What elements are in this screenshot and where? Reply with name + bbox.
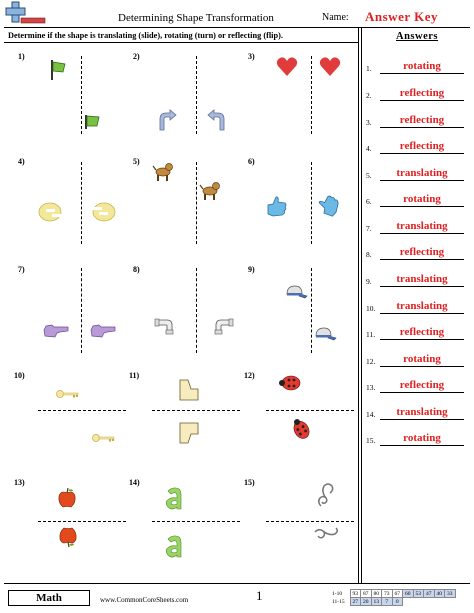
answer-text: rotating (403, 60, 441, 72)
thumbs-up-shape (265, 194, 289, 218)
answer-number: 9. (366, 277, 372, 286)
apple-shape (57, 488, 77, 508)
answer-text: translating (396, 167, 448, 179)
answer-number: 15. (366, 436, 376, 445)
answer-number: 8. (366, 250, 372, 259)
answer-text: reflecting (399, 246, 445, 258)
answer-text: reflecting (399, 326, 445, 338)
site-url: www.CommonCoreSheets.com (100, 596, 189, 604)
answer-number: 7. (366, 224, 372, 233)
question-number: 3) (248, 52, 255, 61)
score-cell: 60 (403, 590, 414, 598)
dog-shape (199, 179, 221, 201)
letter-a-shape (163, 485, 185, 511)
answer-number: 14. (366, 410, 376, 419)
swirl-shape (313, 526, 339, 546)
mirror-line (38, 410, 126, 411)
question-number: 15) (244, 478, 255, 487)
ladybug-shape (290, 420, 312, 438)
heart-shape (276, 57, 298, 77)
score-row-label: 11-15 (332, 598, 345, 605)
mirror-line (266, 410, 354, 411)
question-number: 4) (18, 157, 25, 166)
answer-row (366, 165, 466, 181)
score-row (332, 590, 455, 598)
answer-line (380, 339, 464, 340)
header-rule (4, 27, 470, 28)
answer-line (380, 100, 464, 101)
answer-text: translating (396, 273, 448, 285)
answer-line (380, 206, 464, 207)
answer-row (366, 244, 466, 260)
footer-rule (4, 583, 470, 584)
score-cell: 47 (424, 590, 435, 598)
answers-heading: Answers (396, 31, 438, 42)
score-cell: 87 (361, 590, 372, 598)
step-shape (179, 379, 199, 401)
answer-row (366, 298, 466, 314)
mirror-line (152, 521, 240, 522)
letter-a-shape (163, 533, 185, 559)
dog-shape (152, 160, 174, 182)
score-cell: 20 (361, 598, 372, 606)
answer-line (380, 259, 464, 260)
score-cell: 53 (413, 590, 424, 598)
mirror-line (81, 56, 82, 134)
answer-number: 4. (366, 144, 372, 153)
answer-column-divider (358, 27, 359, 583)
score-cell: 93 (350, 590, 361, 598)
question-number: 9) (248, 265, 255, 274)
answer-text: rotating (403, 353, 441, 365)
mirror-line (81, 162, 82, 244)
answer-line (380, 366, 464, 367)
arrow-shape (156, 109, 178, 131)
answer-text: reflecting (399, 379, 445, 391)
answer-number: 11. (366, 330, 376, 339)
answer-row (366, 404, 466, 420)
answer-key-label: Answer Key (365, 9, 439, 24)
pointing-hand-shape (90, 324, 116, 338)
mirror-line (311, 56, 312, 134)
apple-shape (58, 527, 78, 547)
instructions: Determine if the shape is translating (slide), rotating (turn) or reflecting (flip). (8, 31, 283, 40)
score-cell: 80 (371, 590, 382, 598)
answer-line (380, 127, 464, 128)
answer-text: translating (396, 406, 448, 418)
mirror-line (311, 162, 312, 244)
question-number: 1) (18, 52, 25, 61)
mirror-line (266, 521, 354, 522)
score-cell: 73 (382, 590, 393, 598)
ladybug-shape (279, 375, 301, 391)
pipe-shape (155, 316, 179, 334)
answer-row (366, 138, 466, 154)
answer-number: 3. (366, 118, 372, 127)
answer-row (366, 430, 466, 446)
instruction-rule (4, 42, 358, 43)
answer-line (380, 313, 464, 314)
answer-number: 5. (366, 171, 372, 180)
answer-line (380, 445, 464, 446)
mirror-line (152, 410, 240, 411)
flag-shape (85, 114, 103, 130)
cap-shape (284, 284, 308, 300)
subject-badge: Math (8, 590, 90, 606)
score-row (332, 598, 455, 606)
answer-text: reflecting (399, 87, 445, 99)
flag-shape (50, 60, 68, 80)
question-number: 8) (133, 265, 140, 274)
question-number: 6) (248, 157, 255, 166)
key-shape (92, 433, 116, 443)
answer-row (366, 218, 466, 234)
question-number: 5) (133, 157, 140, 166)
key-shape (56, 389, 80, 399)
question-number: 7) (18, 265, 25, 274)
mirror-line (196, 56, 197, 134)
answer-row (366, 85, 466, 101)
answer-row (366, 191, 466, 207)
question-number: 13) (14, 478, 25, 487)
pipe-shape (209, 316, 233, 334)
thumbs-up-shape (316, 193, 340, 217)
score-cell: 7 (382, 598, 393, 606)
answer-number: 6. (366, 197, 372, 206)
question-number: 14) (129, 478, 140, 487)
page-number: 1 (256, 588, 263, 603)
answer-row (366, 271, 466, 287)
pointing-hand-shape (43, 324, 69, 338)
mirror-line (38, 521, 126, 522)
answer-text: reflecting (399, 140, 445, 152)
answer-number: 12. (366, 357, 376, 366)
score-row-label: 1-10 (332, 590, 343, 597)
answer-line (380, 286, 464, 287)
answer-text: rotating (403, 432, 441, 444)
mirror-line (311, 268, 312, 353)
swirl-shape (315, 482, 337, 508)
worksheet-title: Determining Shape Transformation (118, 12, 274, 24)
question-number: 2) (133, 52, 140, 61)
answer-number: 10. (366, 304, 376, 313)
letter-e-shape (92, 202, 116, 222)
answer-number: 1. (366, 64, 372, 73)
answer-line (380, 73, 464, 74)
score-cell: 40 (434, 590, 445, 598)
score-cell: 33 (445, 590, 456, 598)
site-logo (4, 2, 52, 26)
answer-number: 2. (366, 91, 372, 100)
answer-row (366, 112, 466, 128)
answer-line (380, 392, 464, 393)
letter-e-shape (38, 202, 62, 222)
answer-text: translating (396, 300, 448, 312)
answer-row (366, 324, 466, 340)
answer-row (366, 351, 466, 367)
step-shape (179, 422, 199, 444)
answer-row (366, 377, 466, 393)
answer-row (366, 58, 466, 74)
score-cell: 13 (371, 598, 382, 606)
answer-number: 13. (366, 383, 376, 392)
cap-shape (313, 326, 337, 342)
answer-line (380, 419, 464, 420)
mirror-line (196, 162, 197, 244)
answer-line (380, 233, 464, 234)
score-cell: 67 (392, 590, 403, 598)
answer-text: rotating (403, 193, 441, 205)
mirror-line (196, 268, 197, 353)
score-table (332, 589, 456, 606)
heart-shape (319, 57, 341, 77)
answer-line (380, 153, 464, 154)
answer-text: reflecting (399, 114, 445, 126)
mirror-line (81, 268, 82, 353)
arrow-shape (206, 109, 228, 131)
score-cell: 27 (350, 598, 361, 606)
answer-column-divider-inner (361, 27, 362, 583)
question-number: 10) (14, 371, 25, 380)
question-number: 11) (129, 371, 140, 380)
answer-text: translating (396, 220, 448, 232)
score-cell: 0 (392, 598, 403, 606)
name-label: Name: (322, 12, 349, 23)
question-number: 12) (244, 371, 255, 380)
answer-line (380, 180, 464, 181)
